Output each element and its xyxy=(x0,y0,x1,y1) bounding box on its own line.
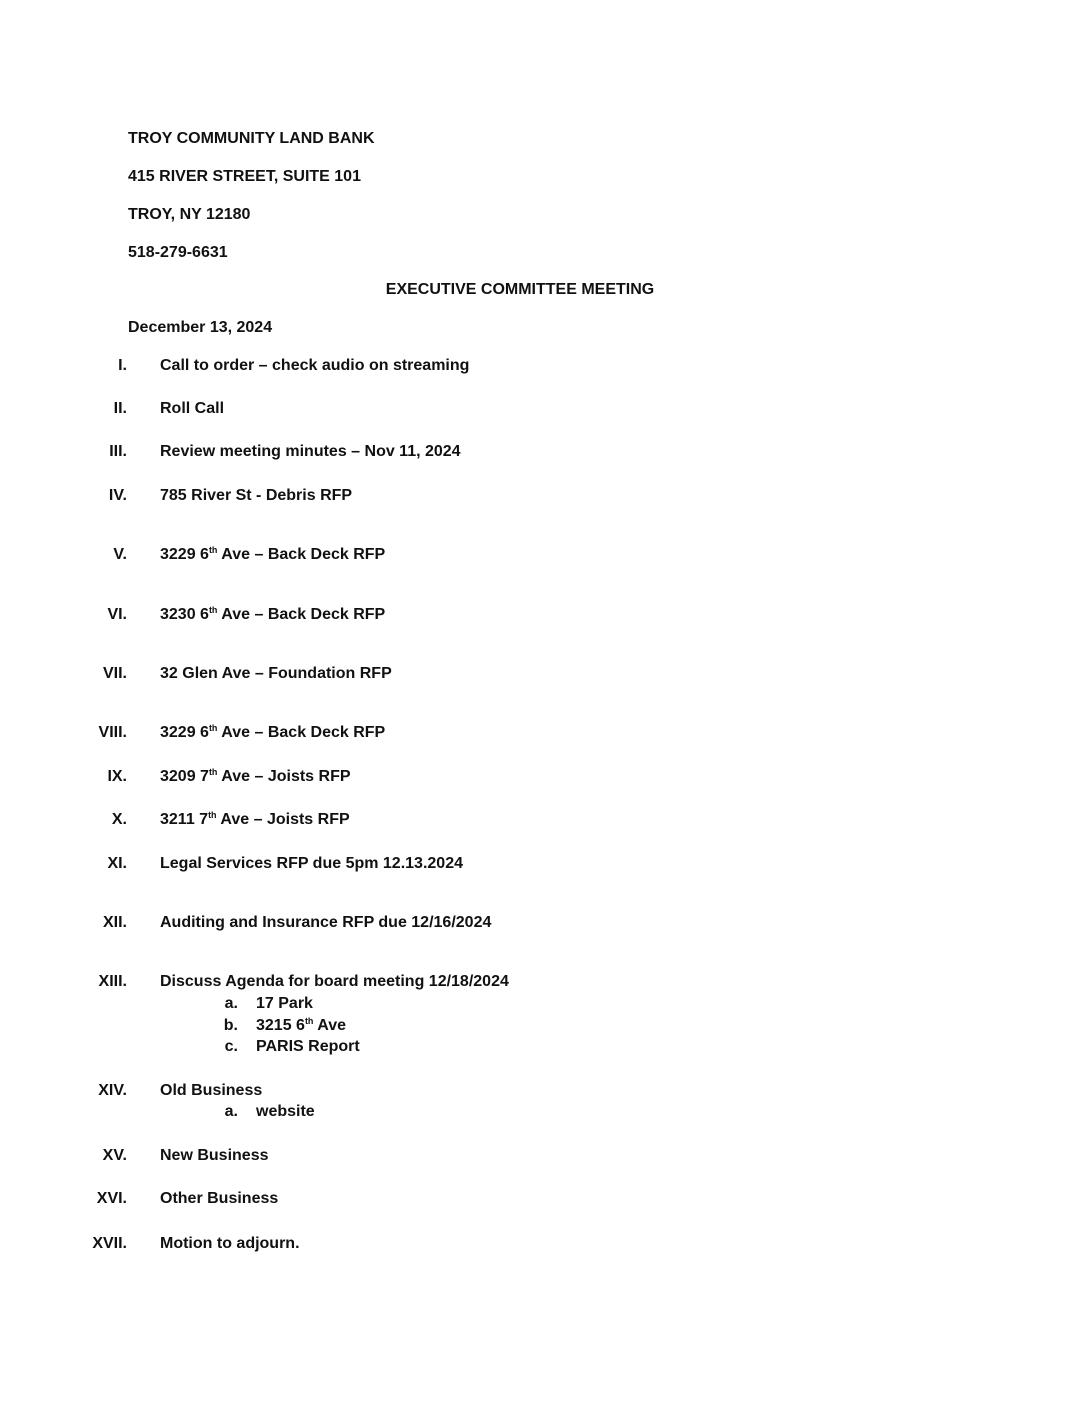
agenda-item-text: Call to order – check audio on streaming xyxy=(160,357,470,374)
agenda-item-text-start: 3209 7 xyxy=(160,768,209,785)
sub-item-letter: a. xyxy=(224,995,238,1012)
agenda-item-text-end: Ave – Back Deck RFP xyxy=(217,606,386,623)
agenda-item-text: New Business xyxy=(160,1147,269,1164)
agenda-item-text: Motion to adjourn. xyxy=(160,1235,300,1252)
sub-item-letter: c. xyxy=(224,1038,238,1055)
agenda-numeral: X. xyxy=(111,811,127,828)
address-line-1: 415 RIVER STREET, SUITE 101 xyxy=(128,168,361,185)
agenda-item-text xyxy=(160,810,350,830)
agenda-numeral: XIV. xyxy=(98,1082,127,1099)
ordinal-suffix: th xyxy=(208,723,218,733)
agenda-item-text: Other Business xyxy=(160,1190,279,1207)
sub-item-letter: b. xyxy=(223,1017,238,1034)
organization-name: TROY COMMUNITY LAND BANK xyxy=(128,130,375,147)
agenda-numeral: XV. xyxy=(102,1147,127,1164)
agenda-numeral: XVII. xyxy=(92,1235,127,1252)
agenda-item-text xyxy=(160,545,385,565)
agenda-item-text-start: 3230 6 xyxy=(160,606,209,623)
agenda-numeral: XI. xyxy=(107,855,127,872)
ordinal-suffix: th xyxy=(208,545,218,555)
sub-item-text: 17 Park xyxy=(256,995,313,1012)
agenda-numeral: XVI. xyxy=(96,1190,127,1207)
agenda-numeral: XIII. xyxy=(98,973,127,990)
agenda-item-text-start: 3229 6 xyxy=(160,546,209,563)
agenda-numeral: VII. xyxy=(102,665,127,682)
sub-item-text xyxy=(256,1016,346,1036)
agenda-numeral: VIII. xyxy=(98,724,127,741)
agenda-item-text: Roll Call xyxy=(160,400,225,417)
ordinal-suffix: th xyxy=(208,605,218,615)
agenda-numeral: V. xyxy=(113,546,127,563)
ordinal-suffix: th xyxy=(208,810,217,820)
sub-item-text: PARIS Report xyxy=(256,1038,360,1055)
agenda-item-text: 785 River St - Debris RFP xyxy=(160,487,353,504)
agenda-numeral: IX. xyxy=(107,768,127,785)
agenda-item-text: Discuss Agenda for board meeting 12/18/2024 xyxy=(160,973,509,990)
sub-item-text-start: 3215 6 xyxy=(256,1017,305,1034)
agenda-item-text-start: 3211 7 xyxy=(160,811,209,828)
agenda-item-text xyxy=(160,605,385,625)
agenda-item-text: 32 Glen Ave – Foundation RFP xyxy=(160,665,392,682)
meeting-title: EXECUTIVE COMMITTEE MEETING xyxy=(385,281,655,298)
sub-item-text-end: Ave xyxy=(313,1017,347,1034)
meeting-date: December 13, 2024 xyxy=(128,319,273,336)
agenda-item-text-end: Ave – Joists RFP xyxy=(217,768,351,785)
agenda-numeral: III. xyxy=(109,443,127,460)
agenda-item-text xyxy=(160,767,351,787)
agenda-item-text: Auditing and Insurance RFP due 12/16/2024 xyxy=(160,914,492,931)
agenda-numeral: VI. xyxy=(107,606,127,623)
sub-item-text: website xyxy=(256,1103,315,1120)
ordinal-suffix: th xyxy=(304,1016,314,1026)
agenda-item-text: Review meeting minutes – Nov 11, 2024 xyxy=(160,443,461,460)
agenda-item-text-end: Ave – Back Deck RFP xyxy=(217,724,386,741)
agenda-item-text: Legal Services RFP due 5pm 12.13.2024 xyxy=(160,855,463,872)
agenda-item-text-start: 3229 6 xyxy=(160,724,209,741)
agenda-item-text-end: Ave – Back Deck RFP xyxy=(217,546,386,563)
agenda-item-text-end: Ave – Joists RFP xyxy=(216,811,350,828)
agenda-item-text: Old Business xyxy=(160,1082,263,1099)
address-line-2: TROY, NY 12180 xyxy=(128,206,251,223)
agenda-numeral: II. xyxy=(113,400,127,417)
phone-number: 518-279-6631 xyxy=(128,244,228,261)
agenda-item-text xyxy=(160,723,385,743)
agenda-numeral: IV. xyxy=(108,487,127,504)
ordinal-suffix: th xyxy=(208,767,218,777)
agenda-numeral: XII. xyxy=(102,914,127,931)
agenda-numeral: I. xyxy=(118,357,127,374)
sub-item-letter: a. xyxy=(224,1103,238,1120)
